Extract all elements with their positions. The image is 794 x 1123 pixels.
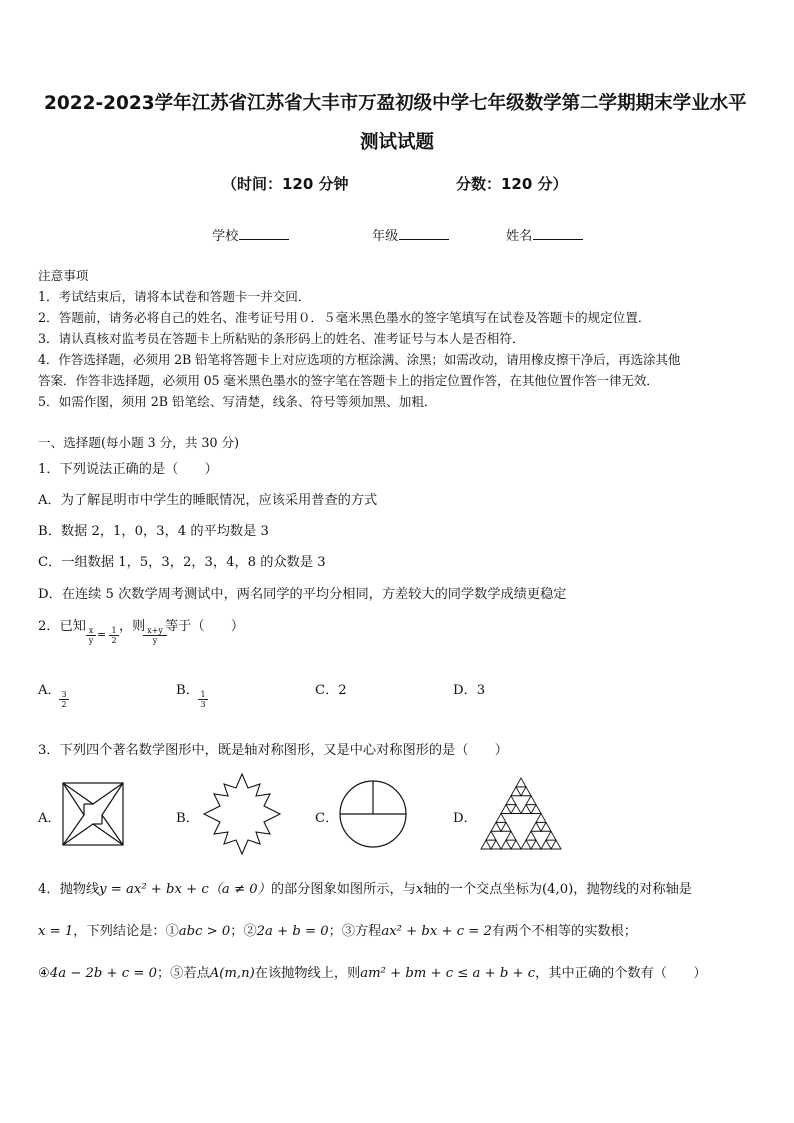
q4-conclusion-2: 2a + b = 0 [256, 924, 329, 939]
q2-given-num: 1 [111, 626, 117, 635]
sierpinski-cell [541, 840, 551, 849]
q4-intercept: (4,0) [542, 882, 574, 897]
q2-option-c: C．2 [315, 683, 347, 698]
q4-point-a: A(m,n) [209, 966, 255, 981]
q3-figure-d-sierpinski-triangle [479, 777, 563, 851]
note-item: 1．考试结束后，请将本试卷和答题卡一并交回． [38, 289, 311, 304]
exam-score: 分数：120 分） [456, 175, 568, 193]
exam-time: （时间：120 分钟 [222, 175, 349, 193]
q2-stem-mid: ，则 [119, 619, 146, 634]
q2-given-y: y [88, 636, 94, 645]
q1-option-c: C．一组数据 1，5，3，2，3，4，8 的众数是 3 [38, 555, 326, 570]
q1-option-a: A．为了解昆明市中学生的睡眠情况，应该采用普查的方式 [38, 493, 378, 508]
q4-x-axis: x [415, 882, 424, 897]
q1-option-d: D．在连续 5 次数学周考测试中，两名同学的平均分相同，方差较大的同学数学成绩更稳定 [38, 587, 567, 602]
q4-l1-mid2: 轴的一个交点坐标为 [423, 882, 542, 897]
note-item: 3．请认真核对监考员在答题卡上所粘贴的条形码上的姓名、准考证号与本人是否相符． [38, 331, 525, 346]
q3-option-a-label: A． [38, 811, 61, 826]
q4-l2-s3: ；③方程 [328, 924, 382, 939]
sierpinski-cell [491, 822, 501, 831]
q4-line3 [38, 962, 707, 981]
q4-l3-mid: 在该抛物线上，则 [254, 966, 361, 981]
grade-label: 年级 [372, 229, 399, 244]
sierpinski-cell [536, 814, 546, 823]
q4-l3-post: ，其中正确的个数有（ ） [535, 966, 707, 981]
q4-line1 [38, 878, 692, 897]
q4-conclusion-1: abc > 0 [178, 924, 231, 939]
q2-given-x: x [88, 626, 94, 635]
q4-l3-s5: ；⑤若点 [157, 966, 210, 981]
note-item: 2．答题前，请务必将自己的姓名、准考证号用０．５毫米黑色墨水的签字笔填写在试卷及答题卡的规定位置． [38, 310, 651, 325]
q4-l3-pre: ④ [38, 966, 50, 981]
name-field [506, 225, 583, 244]
q2-option-b-fraction [198, 690, 208, 709]
sierpinski-cell [511, 787, 521, 796]
sierpinski-cell [546, 831, 556, 840]
q3-stem: 3．下列四个著名数学图形中，既是轴对称图形，又是中心对称图形的是（ ） [38, 743, 508, 758]
sierpinski-cell [491, 840, 501, 849]
sierpinski-cell [521, 787, 531, 796]
q4-parabola-eq: y = ax² + bx + c（a ≠ 0） [99, 882, 271, 897]
q3-option-d-label: D． [453, 811, 477, 826]
sierpinski-cell [521, 840, 531, 849]
q2-a-den: 2 [61, 700, 67, 709]
q4-conclusion-5: am² + bm + c ≤ a + b + c [360, 966, 536, 981]
sierpinski-cell [521, 805, 531, 814]
notes-heading: 注意事项 [38, 268, 89, 283]
q2-given-x-over-y [86, 626, 96, 645]
sierpinski-cell [531, 805, 541, 814]
q2-ask-den: y [152, 636, 158, 645]
q3-figure-c-divided-circle [338, 779, 408, 849]
sierpinski-cell [516, 778, 526, 787]
sierpinski-cell [481, 840, 491, 849]
q2-given-den: 2 [111, 636, 117, 645]
school-field [212, 225, 289, 244]
sierpinski-cell [541, 822, 551, 831]
q2-option-a-label: A． [38, 683, 61, 698]
sierpinski-cell [506, 831, 516, 840]
note-item: 4．作答选择题，必须用 2B 铅笔将答题卡上对应选项的方框涂满、涂黑；如需改动，请用橡皮擦干净后，再选涂其他 [38, 352, 681, 367]
q4-l1-pre: 4．抛物线 [38, 882, 100, 897]
exam-title-line2: 测试试题 [360, 132, 435, 153]
q3-option-c-label: C． [315, 811, 339, 826]
q2-option-a-fraction [59, 690, 69, 709]
exam-title-line1: 2022-2023学年江苏省江苏省大丰市万盈初级中学七年级数学第二学期期末学业水平 [44, 93, 747, 114]
q2-ask-num: x+y [147, 626, 163, 635]
q4-l2-mid: ，下列结论是：① [73, 924, 179, 939]
q4-l1-mid: 的部分图象如图所示，与 [270, 882, 416, 897]
note-item: 5．如需作图，须用 2B 铅笔绘、写清楚，线条、符号等须加黑、加粗． [38, 394, 437, 409]
q2-ask-fraction [143, 626, 167, 645]
q1-stem: 1．下列说法正确的是（ ） [38, 462, 218, 477]
q4-conclusion-4: 4a − 2b + c = 0 [49, 966, 157, 981]
grade-blank[interactable] [399, 227, 449, 240]
name-label: 姓名 [506, 229, 533, 244]
q2-b-num: 1 [200, 690, 206, 699]
sierpinski-cell [526, 831, 536, 840]
school-blank[interactable] [239, 227, 289, 240]
q2-stem-post: 等于（ ） [165, 619, 245, 634]
name-blank[interactable] [533, 227, 583, 240]
q1-option-b: B．数据 2，1，0，3，4 的平均数是 3 [38, 524, 269, 539]
sierpinski-cell [501, 840, 511, 849]
q4-l2-post: 有两个不相等的实数根； [491, 924, 637, 939]
q3-figure-a-square-pinwheel [62, 782, 124, 846]
sierpinski-cell [501, 822, 511, 831]
q2-option-b-label: B． [176, 683, 199, 698]
q4-l1-post: ，抛物线的对称轴是 [573, 882, 692, 897]
sierpinski-cell [531, 822, 541, 831]
sierpinski-cell [511, 805, 521, 814]
q4-line2 [38, 920, 637, 939]
q2-given-equals: = [97, 628, 107, 641]
q2-a-num: 3 [61, 690, 67, 699]
school-label: 学校 [212, 229, 239, 244]
grade-field [372, 225, 449, 244]
q4-symmetry-axis: x = 1 [38, 924, 74, 939]
q2-stem-pre: 2．已知 [38, 619, 86, 634]
sierpinski-cell [526, 796, 536, 805]
q2-option-d: D．3 [453, 683, 486, 698]
sierpinski-cell [506, 796, 516, 805]
sierpinski-cell [496, 814, 506, 823]
q2-b-den: 3 [200, 700, 206, 709]
sierpinski-cell [486, 831, 496, 840]
q3-option-b-label: B． [176, 811, 199, 826]
q3-figure-b-koch-snowflake [202, 772, 282, 856]
sierpinski-cell [501, 805, 511, 814]
sierpinski-cell [511, 840, 521, 849]
sierpinski-cell [551, 840, 561, 849]
q4-l2-s2: ；② [230, 924, 257, 939]
sierpinski-cell [531, 840, 541, 849]
q2-given-one-half [109, 626, 119, 645]
section-heading: 一、选择题(每小题 3 分，共 30 分) [38, 435, 240, 450]
note-item: 答案．作答非选择题，必须用 05 毫米黑色墨水的签字笔在答题卡上的指定位置作答，在其他位置作答一律无效． [38, 373, 659, 388]
q4-conclusion-3: ax² + bx + c = 2 [381, 924, 492, 939]
